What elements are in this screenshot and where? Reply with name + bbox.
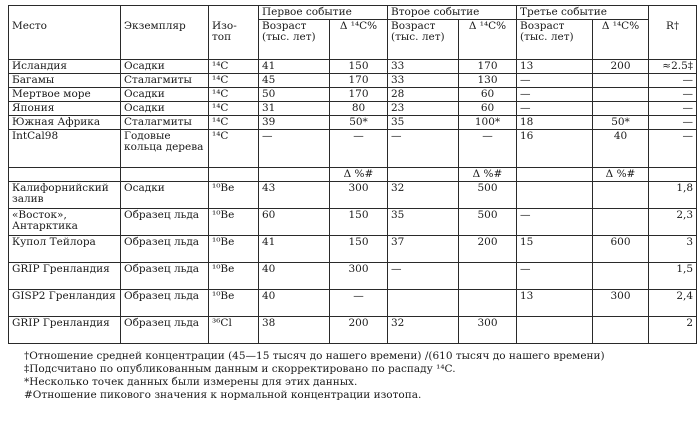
cell-specimen: Осадки [121,182,209,209]
cell-e3-age: — [517,74,593,88]
cell-specimen: Образец льда [121,317,209,344]
cell-e1-age: 41 [259,60,330,74]
cell-e3-delta [593,182,649,209]
event-1-delta-header: Δ ¹⁴C% [330,20,388,60]
cell-e2-age: 32 [388,317,459,344]
empty-cell [121,168,209,182]
cell-e2-delta: 200 [459,236,517,263]
cell-e1-age: 43 [259,182,330,209]
cell-r: — [649,74,697,88]
cell-e3-age: 13 [517,60,593,74]
cell-isotope: ¹⁴C [209,130,259,168]
cell-e1-delta: — [330,290,388,317]
cell-r: 1,8 [649,182,697,209]
cell-place: Багамы [9,74,121,88]
cell-e1-age: 45 [259,74,330,88]
cell-e1-delta: 170 [330,88,388,102]
cell-e2-delta: 60 [459,102,517,116]
cell-r: — [649,130,697,168]
cell-place: Исландия [9,60,121,74]
cell-e3-age [517,182,593,209]
delta-percent-header: Δ %# [593,168,649,182]
cell-e3-age: — [517,88,593,102]
table-row [9,236,697,263]
cell-e3-delta [593,102,649,116]
cell-isotope: ³⁶Cl [209,317,259,344]
cell-specimen: Осадки [121,88,209,102]
cell-e2-delta: — [459,130,517,168]
cell-e3-delta [593,209,649,236]
cell-r: — [649,88,697,102]
cell-e1-delta: 150 [330,236,388,263]
cell-e2-age: 33 [388,60,459,74]
event-3-delta-header: Δ ¹⁴C% [593,20,649,60]
cell-e1-delta: 80 [330,102,388,116]
cell-e2-delta: 170 [459,60,517,74]
cell-r: 3 [649,236,697,263]
table-row [9,290,697,317]
cell-specimen: Осадки [121,102,209,116]
cell-specimen: Образец льда [121,290,209,317]
delta-percent-header-row [9,168,697,182]
cell-e2-delta: 100* [459,116,517,130]
cell-r: ≈2.5‡ [649,60,697,74]
cell-isotope: ¹⁰Be [209,209,259,236]
cell-e2-delta [459,290,517,317]
delta-percent-header: Δ %# [459,168,517,182]
cell-e3-delta: 300 [593,290,649,317]
cell-isotope: ¹⁴C [209,102,259,116]
cell-e1-delta: 50* [330,116,388,130]
cell-isotope: ¹⁴C [209,88,259,102]
cell-e2-age: 23 [388,102,459,116]
table-row [9,74,697,88]
empty-cell [209,168,259,182]
cell-e3-age: 15 [517,236,593,263]
event-2-age-header: Возраст (тыс. лет) [388,20,459,60]
cell-e2-delta: 130 [459,74,517,88]
cell-e1-delta: — [330,130,388,168]
event-1-header: Первое событие [259,6,388,20]
r-header: R† [649,20,697,60]
empty-cell [649,168,697,182]
cell-e1-delta: 300 [330,182,388,209]
cell-e1-age: 40 [259,263,330,290]
cell-specimen: Образец льда [121,263,209,290]
cell-e3-delta [593,74,649,88]
cell-e3-age: 18 [517,116,593,130]
cell-e3-delta: 40 [593,130,649,168]
cell-e3-delta [593,88,649,102]
delta-percent-header: Δ %# [330,168,388,182]
cell-isotope: ¹⁴C [209,74,259,88]
cell-e2-age: 28 [388,88,459,102]
events-header-row [9,6,697,20]
cell-e1-delta: 170 [330,74,388,88]
cell-specimen: Образец льда [121,209,209,236]
cell-e3-age: 16 [517,130,593,168]
cell-r: — [649,102,697,116]
cell-e3-delta: 200 [593,60,649,74]
cell-e2-age: — [388,263,459,290]
place-header: Место [9,20,121,60]
cell-e3-age: — [517,209,593,236]
cell-r: 2,3 [649,209,697,236]
specimen-header: Экземпляр [121,20,209,60]
cell-e3-age: — [517,102,593,116]
table-row [9,88,697,102]
footnote: ‡Подсчитано по опубликованным данным и скорректировано по распаду ¹⁴C. [24,363,456,376]
cell-isotope: ¹⁰Be [209,236,259,263]
cell-e2-delta [459,263,517,290]
cell-e2-delta: 60 [459,88,517,102]
cell-e3-delta [593,263,649,290]
footnote: †Отношение средней концентрации (45—15 тысяч до нашего времени) /(610 тысяч до нашего времени) [24,350,605,363]
document [8,5,696,402]
table-row [9,130,697,168]
cell-e1-age: 38 [259,317,330,344]
empty-cell [9,168,121,182]
cell-e2-age: 35 [388,209,459,236]
cell-place: Южная Африка [9,116,121,130]
event-2-header: Второе событие [388,6,517,20]
cell-place: Япония [9,102,121,116]
cell-e1-delta: 150 [330,60,388,74]
cell-e1-age: 31 [259,102,330,116]
cell-e2-delta: 300 [459,317,517,344]
empty-cell [259,168,330,182]
cell-e1-delta: 300 [330,263,388,290]
cell-place: GRIP Гренландия [9,263,121,290]
isotope-header: Изо- топ [209,20,259,60]
cell-e2-age: — [388,130,459,168]
cell-e1-age: 60 [259,209,330,236]
cell-e3-age: — [517,263,593,290]
cell-e2-delta: 500 [459,182,517,209]
event-2-delta-header: Δ ¹⁴C% [459,20,517,60]
empty-cell [517,168,593,182]
column-header-row [9,20,697,60]
cell-specimen: Образец льда [121,236,209,263]
cell-isotope: ¹⁰Be [209,290,259,317]
cell-e3-age: 13 [517,290,593,317]
cell-specimen: Годовые кольца дерева [121,130,209,168]
cell-isotope: ¹⁴C [209,60,259,74]
cell-e1-delta: 150 [330,209,388,236]
cell-place: IntCal98 [9,130,121,168]
cell-e1-age: 39 [259,116,330,130]
cell-r: 1,5 [649,263,697,290]
cell-isotope: ¹⁰Be [209,263,259,290]
table-row [9,116,697,130]
table-row [9,209,697,236]
cell-e2-age: 32 [388,182,459,209]
empty-cell [388,168,459,182]
table-row [9,102,697,116]
cell-e3-delta: 600 [593,236,649,263]
table-row [9,317,697,344]
cell-r: — [649,116,697,130]
cell-place: GRIP Гренландия [9,317,121,344]
event-3-header: Третье событие [517,6,649,20]
footnote: #Отношение пикового значения к нормальной концентрации изотопа. [24,389,422,402]
footnotes [8,350,696,402]
footnote: *Несколько точек данных были измерены для этих данных. [24,376,358,389]
cell-specimen: Сталагмиты [121,116,209,130]
cell-e1-age: 41 [259,236,330,263]
cell-e3-delta [593,317,649,344]
cell-r: 2 [649,317,697,344]
cell-r: 2,4 [649,290,697,317]
cell-isotope: ¹⁴C [209,116,259,130]
cell-e1-age: — [259,130,330,168]
cell-place: Купол Тейлора [9,236,121,263]
cell-specimen: Осадки [121,60,209,74]
event-3-age-header: Возраст (тыс. лет) [517,20,593,60]
cell-e2-age: 33 [388,74,459,88]
table-row [9,60,697,74]
event-1-age-header: Возраст (тыс. лет) [259,20,330,60]
cell-e2-age: 37 [388,236,459,263]
cell-place: Калифорнийский залив [9,182,121,209]
cell-place: Мертвое море [9,88,121,102]
cell-e3-age [517,317,593,344]
cell-specimen: Сталагмиты [121,74,209,88]
cell-e3-delta: 50* [593,116,649,130]
cell-place: «Восток», Антарктика [9,209,121,236]
cell-e1-age: 50 [259,88,330,102]
cell-e1-age: 40 [259,290,330,317]
table-row [9,182,697,209]
isotope-events-table [8,5,697,344]
cell-e2-delta: 500 [459,209,517,236]
table-row [9,263,697,290]
cell-e1-delta: 200 [330,317,388,344]
cell-place: GISP2 Гренландия [9,290,121,317]
cell-isotope: ¹⁰Be [209,182,259,209]
cell-e2-age: 35 [388,116,459,130]
cell-e2-age [388,290,459,317]
